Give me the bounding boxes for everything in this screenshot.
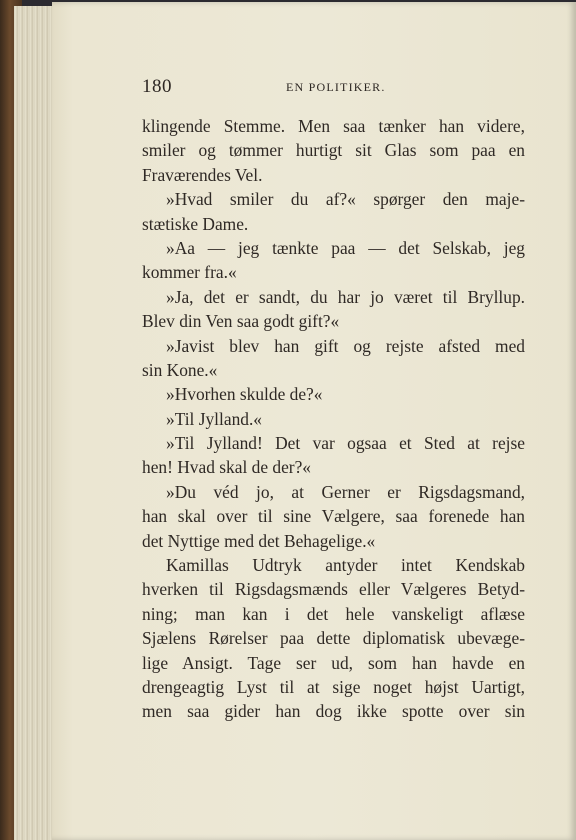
text-line: »Til Jylland.« xyxy=(166,408,262,429)
text-line: Blev din Ven saa godt gift?« xyxy=(142,311,340,332)
text-line: »Til Jylland! Det var ogsaa et Sted at rejse xyxy=(166,433,525,454)
page-header xyxy=(90,76,526,100)
text-line: kommer fra.« xyxy=(142,262,237,283)
text-line: han skal over til sine Vælgere, saa forenede han xyxy=(142,506,525,527)
text-line: klingende Stemme. Men saa tænker han videre, xyxy=(142,116,525,136)
text-line: hen! Hvad skal de der?« xyxy=(142,457,312,478)
text-line: smiler og tømmer hurtigt sit Glas som paa en xyxy=(142,140,525,161)
text-line: »Javist blev han gift og rejste afsted med xyxy=(166,335,525,356)
text-line: »Ja, det er sandt, du har jo været til Bryllup. xyxy=(166,286,525,307)
running-head: EN POLITIKER. xyxy=(286,80,386,94)
text-line: lige Ansigt. Tage ser ud, som han havde en xyxy=(142,652,525,673)
text-line: »Hvorhen skulde de?« xyxy=(166,384,323,405)
text-line: ning; man kan i det hele vanskeligt aflæse xyxy=(142,603,525,624)
text-line: »Du véd jo, at Gerner er Rigsdagsmand, xyxy=(166,481,525,502)
body-text xyxy=(142,114,525,724)
text-line: stætiske Dame. xyxy=(142,213,249,234)
text-line: Kamillas Udtryk antyder intet Kendskab xyxy=(166,555,525,576)
text-line: det Nyttige med det Behagelige.« xyxy=(142,530,376,551)
text-line: Fraværendes Vel. xyxy=(142,164,263,185)
text-line: men saa gider han dog ikke spotte over sin xyxy=(142,701,525,722)
text-line: hverken til Rigsdagsmænds eller Vælgeres Betyd- xyxy=(142,579,525,600)
text-line: »Hvad smiler du af?« spørger den maje- xyxy=(166,189,525,210)
text-line: drengeagtig Lyst til at sige noget højst Uartigt, xyxy=(142,676,525,697)
text-line: »Aa — jeg tænkte paa — det Selskab, jeg xyxy=(166,237,525,258)
text-line: sin Kone.« xyxy=(142,359,218,380)
page-number: 180 xyxy=(142,76,172,97)
text-line: Sjælens Rørelser paa dette diplomatisk ubevæge- xyxy=(142,628,525,649)
